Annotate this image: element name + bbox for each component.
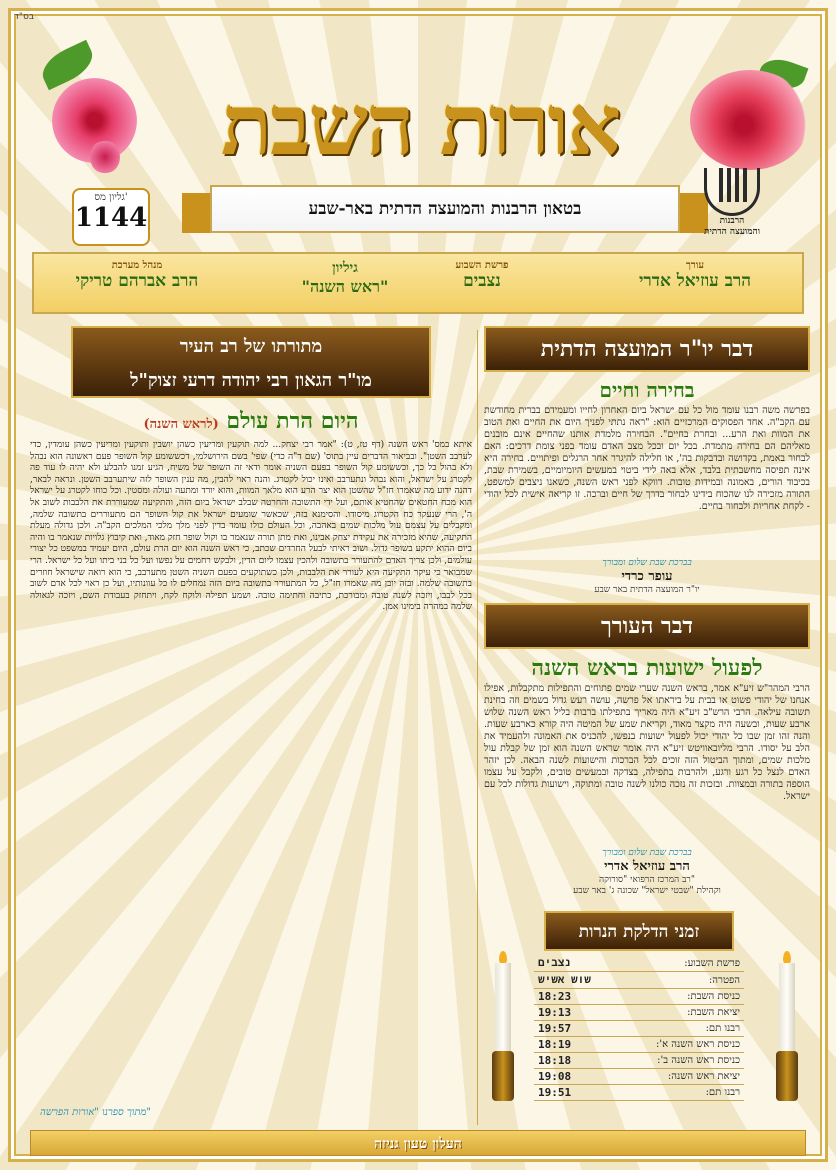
article-title: [30, 408, 472, 434]
issue-name-cell: [280, 260, 410, 297]
candle-left-icon: [492, 951, 514, 1101]
article-body: איתא במס' ראש השנה (דף טז, ט): "אמר רבי יצחק... למה תוקעין ומריעין כשהן יושבין ותוקעין ומריעין כשהן עומדין, כדי לערבב השטן". ובביאור הדברים עיין בתוס' (שם ד"ה כדי) שפי' בשם הירושלמי, דכששומע קול השופר פעם ראשונה הוא נבהל ולא בהול כל כך, וכששומע קול השופר בפעם השניה אומר ודאי זה השופר של משיח, הגיע זמנו להבלע ולא יהיה לו עוד פה לקטרג על ישראל, והוא נבהל ונתערבב ואינו יכול לקטרג. והנה ראוי להבין, מה ענין השופר לזה שיתערבב השטן. ונראה לבאר, דהנה ידוע מה שאמרו חז"ל שהשטן הוא יצר הרע הוא מלאך המוות, והוא יורד ומתעה ועולה ומסטין. וכל כוחו לקטרג על ישראל הוא מכח החטאים שהחטיא אותם, ועל ידי התשובה והחרטה שבלב ישראל ביום הזה, והתקיעה שמעוררת את הלבבות לשוב אל ה', הרי שנעקר כח הקטרוג מיסודו. והסימנא בזה, שכאשר שומעים ישראל את קול השופר הם מתעוררים בתשובה שלמה, ומקבלים על עצמם עול מלכות שמים באהבה, וכל העולם כולו עומד בדין לפני מלך מלכי המלכים הקב"ה. ולכן גדולה מעלת התקיעה, שהיא מזכירה את עקידת יצחק אבינו, ואת מתן תורה שנאמר בו וקול שופר חזק מאוד, ואת קיבוץ גלויות שנאמר בו והיה ביום ההוא יתקע בשופר גדול. ושוב ראיתי לבעל החרדים שכתב, כי ראש השנה הוא יום הרת עולם, היום יעמיד במשפט כל יצורי עולמים, ולכן צריך האדם להתעורר בתשובה ולהכין עצמו ליום הדין, ולבקש רחמים על נפשו ועל כל בני ביתו ועל כל ישראל. הרי שמבואר כי עיקר התקיעה היא לעורר את הלבבות, ולכן כשתוקעים בפעם השניה השטן מתערבב, כי הוא רואה שישראל חוזרים בתשובה שלמה. ובזה יובן מה שאמרו חז"ל, כל המתעורר בתשובה ביום הזה נמחלים לו כל עוונותיו, ועל כן ראוי לכל אדם לשוב בכל לבבו, ויזכה לשנה טובה ומבורכת, כתיבה וחתימה טובה. ושמע תפילה ולוקח לקח, ויתחזק בעבודת השם, ויזכה לגאולה שלמה במהרה בימינו אמן.: [30, 440, 472, 613]
candle-times-value: נצבים: [534, 955, 614, 972]
candle-times-table: [534, 955, 744, 1101]
editor-subtitle: לפעול ישועות בראש השנה: [531, 655, 763, 681]
article-title-text: היום הרת עולם: [226, 408, 359, 434]
candle-times-value: 19:57: [534, 1021, 614, 1037]
candle-times-label: כניסת ראש השנה ב':: [614, 1053, 744, 1069]
candle-times-label: רבנו תם:: [614, 1085, 744, 1101]
menorah-icon: [704, 168, 760, 216]
editor-name: הרב עוזיאל אדרי: [638, 271, 752, 291]
footer-notice: העלון טעון גניזה: [30, 1130, 806, 1156]
right-column: [484, 326, 810, 1124]
issue-number: 1144: [74, 203, 148, 233]
candle-times-title: זמני הדלקת הנרות: [544, 911, 734, 951]
chairman-role: יו"ר המועצה הדתית באר שבע: [594, 585, 700, 595]
masthead-title: אורות השבת: [220, 75, 620, 174]
editor-cell: [610, 260, 780, 291]
candle-times-label: כניסת ראש השנה א':: [614, 1037, 744, 1053]
editor-role: רב המרכז הרפואי "סורוקה": [599, 875, 695, 885]
left-column: [30, 326, 472, 1124]
candle-times-row: [534, 1069, 744, 1085]
rabbi-banner-line-1: מתורתו של רב העיר: [179, 336, 323, 357]
candle-times-value: 19:08: [534, 1069, 614, 1085]
candle-times-row: [534, 989, 744, 1005]
bsd-tag: בס"ד: [14, 12, 35, 22]
candle-times-row: [534, 1021, 744, 1037]
candle-times-label: פרשת השבוע:: [614, 955, 744, 972]
candle-times-value: 19:51: [534, 1085, 614, 1101]
candle-times-value: 19:13: [534, 1005, 614, 1021]
parasha-label: פרשת השבוע: [455, 260, 509, 271]
candle-times-box: [484, 911, 810, 1121]
candle-times-row: [534, 1005, 744, 1021]
rabbi-banner-line-2: מו"ר הגאון רבי יהודה דרעי זצוק"ל: [130, 370, 372, 391]
candle-times-row: [534, 1037, 744, 1053]
editor-banner: דבר העורך: [484, 603, 810, 649]
hibiscus-right-icon: [690, 70, 810, 170]
logo-caption-1: הרבנות: [719, 216, 745, 226]
info-bar: [32, 252, 804, 314]
chairman-subtitle: בחירה וחיים: [599, 378, 695, 402]
candle-times-value: 18:18: [534, 1053, 614, 1069]
article-source: מתוך ספרנו "אורות הפרשה": [40, 1107, 151, 1118]
logo-caption-2: והמועצה הדתית: [703, 227, 761, 237]
chairman-banner: דבר יו"ר המועצה הדתית: [484, 326, 810, 372]
manager-name: הרב אברהם טריקי: [75, 271, 199, 291]
candle-times-label: הפטרה:: [614, 972, 744, 989]
candle-times-row: [534, 972, 744, 989]
subtitle-ribbon: בטאון הרבנות והמועצה הדתית באר-שבע: [210, 185, 680, 233]
issue-name-label: גיליון: [332, 260, 358, 276]
candle-times-value: 18:23: [534, 989, 614, 1005]
manager-label: מנהל מערכת: [111, 260, 163, 271]
editor-label: עורך: [685, 260, 705, 271]
issue-name: "ראש השנה": [301, 277, 389, 296]
editor-role-2: וקהילת "שבטי ישראל" שכונה ג' באר שבע: [573, 886, 721, 896]
candle-times-value: 18:19: [534, 1037, 614, 1053]
rabbi-torah-banner: [71, 326, 431, 398]
article-title-note: (לראש השנה): [143, 417, 219, 432]
editor-signature: הרב עוזיאל אדרי: [604, 859, 690, 874]
chairman-signature: עופר כרדי: [621, 569, 673, 584]
rabbinate-logo: [696, 168, 768, 248]
editor-blessing: בברכת שבת שלום ומבורך: [602, 848, 692, 858]
candle-times-row: [534, 1053, 744, 1069]
parasha-name: נצבים: [463, 271, 501, 291]
candle-times-row: [534, 1085, 744, 1101]
chairman-blessing: בברכת שבת שלום ומבורך: [602, 558, 692, 568]
bud-left-icon: [90, 140, 120, 174]
candle-times-value: שוש אשיש: [534, 972, 614, 989]
parasha-cell: [412, 260, 552, 291]
candle-times-row: [534, 955, 744, 972]
candle-times-label: יציאת השבת:: [614, 1005, 744, 1021]
candle-times-label: כניסת השבת:: [614, 989, 744, 1005]
candle-times-label: יציאת ראש השנה:: [614, 1069, 744, 1085]
column-divider: [477, 330, 478, 1125]
manager-cell: [42, 260, 232, 291]
editor-text: הרבי המהר"ש זיע"א אמר, בראש השנה שערי שמים פתוחים והתפילות מתקבלות, אפילו אנחנו של יהודי פשוט או בבית על ביראתו אל פרשה, עושה רעש גדול בשמים וזה בחינת תשובה עילאה. הרבי הרש"ב זיע"א היה מאריך בתפילתו ברבות בליל ראש השנה שלוש ארבע שעות, ובשעה היה מקצר מאוד, וקריאת שמע של המיטה היה קורא כארבע שעות. והנה זהו זמן שבו כל יהודי יכול לפעול ישועות בנפשו, להכניס את האמונה ולהעמיד את הלב על יסודו. הרבי מליובאוויטש זיע"א היה אומר שראש השנה הוא זמן של קבלת עול מלכות שמים, ומתוך הביטול הזה זוכים לכל הברכות והישועות לשנה הבאה. לכן יזהר האדם לנצל כל רגע ורגע, ולהרבות בתפילה, בצדקה ובמעשים טובים, ולקבל על עצמו הוספה בתורה ובמצוות. ובזכות זה נזכה כולנו לשנה טובה ומתוקה, וישועות גדולות לכל עם ישראל.: [484, 683, 810, 802]
issue-label: גליון מס': [94, 192, 128, 203]
candle-times-label: רבנו תם:: [614, 1021, 744, 1037]
chairman-text: בפרשה משה רבנו עומד מול כל עם ישראל ביום האחרון לחייו ומעמידם בברית מחודשת עם הקב"ה. אחד הפסוקים המרכזיים הוא: "ראה נתתי לפניך היום את החיים ואת הטוב את המוות ואת הרע... ובחרת בחיים". הבחירה מלמדת אותנו שהחיים אינם מובנים מאליהם הם בחירה מתמדת. בכל יום ובכל מצב האדם עומד בפני צומת דרכים: האם לבחור באמת, בקדושה ובדבקות בה', או חלילה להיגרר אחר הרגלים ופיתויים. בחירה היא אינה תפיסה מחשבתית בלבד, אלא באה לידי ביטוי במעשים היומיומיים, בשמירת שבת, בכיבוד הורים, באמונה ובמידות טובות. דווקא לפני ראש השנה, כשאנו ניצבים למשפט, התורה מזכירה לנו שהכוח בידינו לבחור בדרך של חיים וברכה. זו קריאה אישית לכל יהודי - לקחת אחריות ולבחור בחיים.: [484, 405, 810, 512]
issue-box: [72, 188, 150, 246]
candle-right-icon: [776, 951, 798, 1101]
